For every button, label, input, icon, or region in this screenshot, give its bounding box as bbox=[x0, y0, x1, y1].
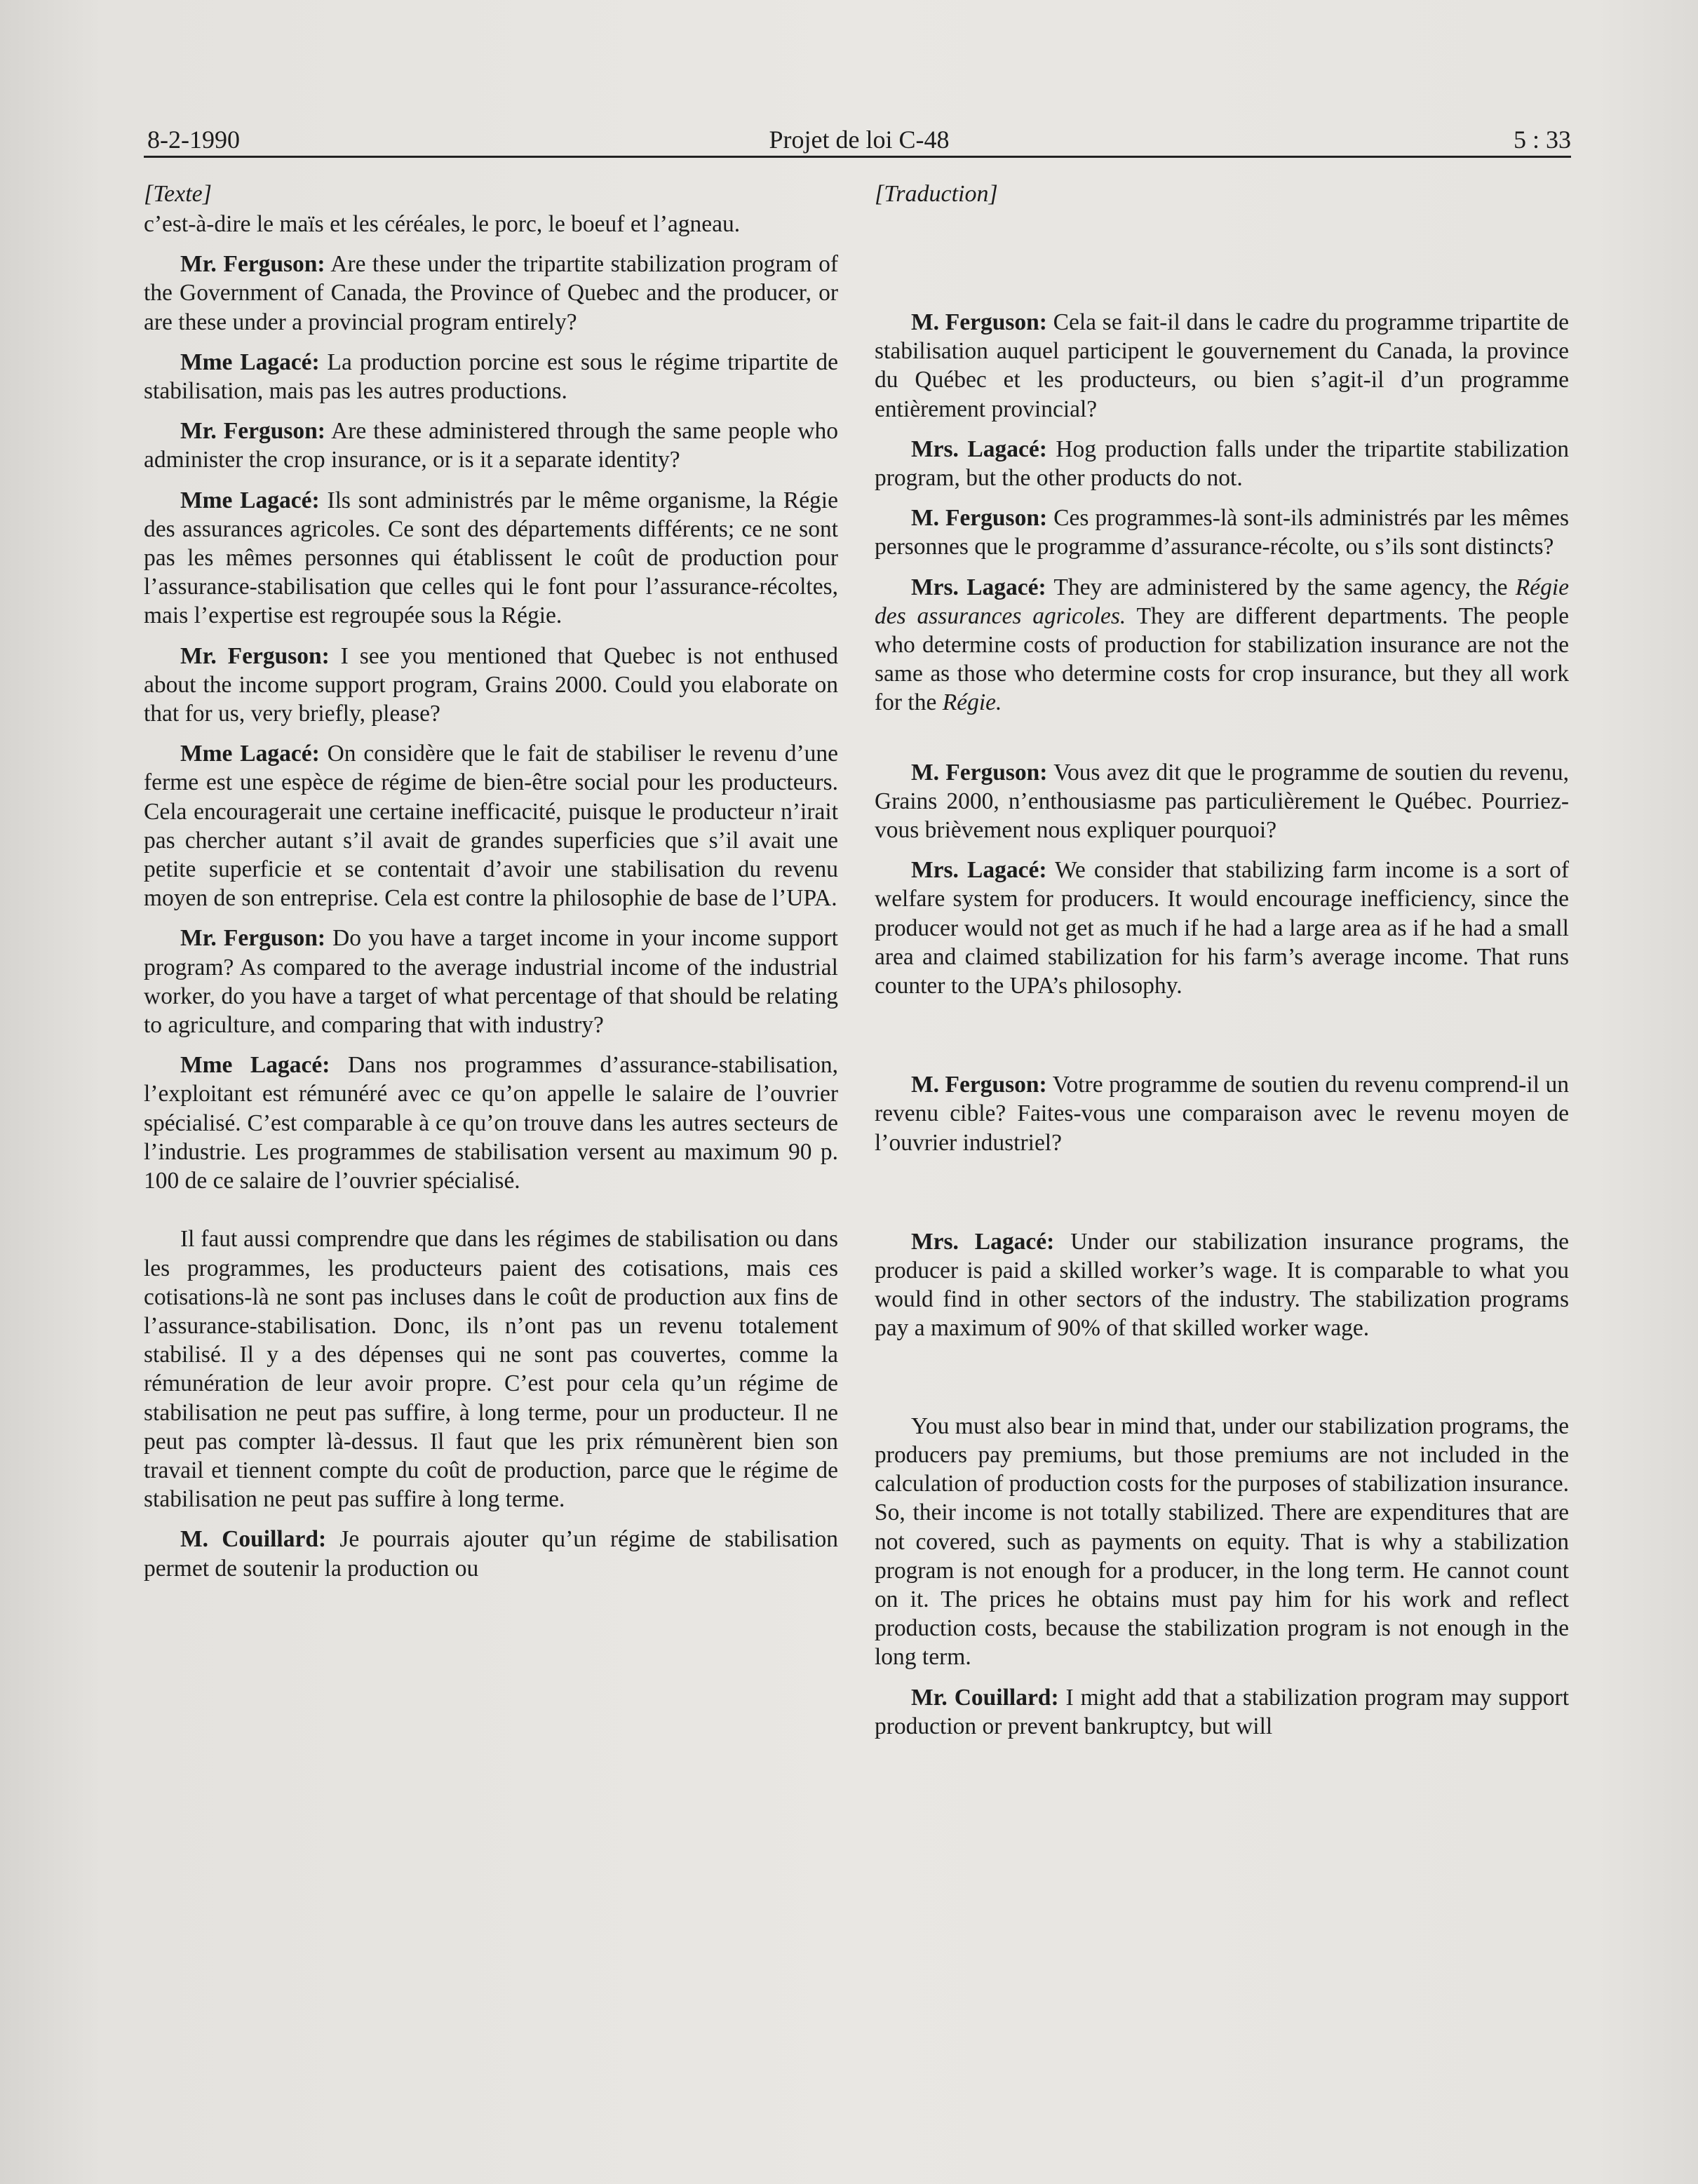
running-header bbox=[147, 119, 1571, 161]
header-date: 8-2-1990 bbox=[147, 126, 240, 154]
paragraph: Il faut aussi comprendre que dans les régimes de stabilisation ou dans les programmes, les producteurs paient des cotisations, mais ces cotisations-là ne sont pas incluses dans le coût de production aux fins de l’assurance-stabilisation. Donc, ils n’ont pas un revenu totalement stabilisé. Il y a des dépenses qui ne sont pas couvertes, comme la rémunération de leur avoir propre. C’est pour cela qu’un régime de stabilisation ne peut pas suffire, à long terme, pour un producteur. Il ne peut pas compter là-dessus. Il faut que les prix rémunèrent bien son travail et tiennent compte du coût de production, parce que le régime de stabilisation ne peut pas suffire à long terme. bbox=[144, 1226, 838, 1513]
speaker-name: Mr. Ferguson: bbox=[180, 418, 325, 445]
header-page-number: 5 : 33 bbox=[1513, 126, 1571, 154]
right-column-heading: [Traduction] bbox=[875, 181, 998, 207]
paragraph: Mme Lagacé: Dans nos programmes d’assurance-stabilisation, l’exploitant est rémunéré avec ce qu’on appelle le salaire de l’ouvrier spécialisé. C’est comparable à ce qu’on trouve dans les autres secteurs de l’industrie. Les programmes de stabilisation versent au maximum 90 p. 100 de ce salaire de l’ouvrier spécialisé. bbox=[144, 1052, 838, 1194]
paragraph: M. Ferguson: Cela se fait-il dans le cadre du programme tripartite de stabilisation auquel participent le gouvernement du Canada, la province du Québec et les producteurs, ou bien s’agit-il d’un programme entièrement provincial? bbox=[875, 309, 1570, 422]
speaker-name: Mrs. Lagacé: bbox=[911, 574, 1046, 600]
paragraph: Mr. Ferguson: Are these under the tripartite stabilization program of the Government of Canada, the Province of Quebec and the producer, or are these under a provincial program entirely? bbox=[144, 251, 838, 335]
header-rule bbox=[144, 156, 1571, 158]
paragraph: M. Ferguson: Ces programmes-là sont-ils administrés par les mêmes personnes que le programme d’assurance-récolte, ou s’ils sont distincts? bbox=[875, 505, 1569, 560]
paragraph: Mr. Ferguson: Are these administered through the same people who administer the crop insurance, or is it a separate identity? bbox=[144, 418, 838, 473]
speaker-name: M. Couillard: bbox=[180, 1526, 327, 1553]
header-title: Projet de loi C-48 bbox=[769, 126, 950, 154]
speaker-name: M. Ferguson: bbox=[911, 505, 1048, 532]
paragraph: You must also bear in mind that, under our stabilization programs, the producers pay premiums, but those premiums are not included in the calculation of production costs for the purposes of stabilization insurance. So, their income is not totally stabilized. There are expenditures that are not covered, such as payments on equity. That is why a stabilization program is not enough for a producer, in the long term. He cannot count on it. The prices he obtains must pay him for his work and reflect production costs, because the stabilization program is not enough in the long term. bbox=[875, 1413, 1569, 1671]
paragraph: Mme Lagacé: Ils sont administrés par le même organisme, la Régie des assurances agricoles. Ce sont des départements différents; ce ne sont pas les mêmes personnes qui établissent le coût de production pour l’assurance-stabilisation que celles qui le font pour l’assurance-récoltes, mais l’expertise est regroupée sous la Régie. bbox=[144, 487, 838, 629]
left-column bbox=[144, 179, 838, 1583]
speaker-name: Mme Lagacé: bbox=[180, 741, 320, 767]
speaker-name: Mr. Couillard: bbox=[911, 1684, 1059, 1711]
speaker-name: Mrs. Lagacé: bbox=[911, 1228, 1055, 1255]
paragraph: Mr. Ferguson: Do you have a target income in your income support program? As compared to the average industrial income of the industrial worker, do you have a target of what percentage of that should be relating to agriculture, and comparing that with industry? bbox=[144, 925, 838, 1039]
speaker-name: Mr. Ferguson: bbox=[180, 642, 330, 669]
paragraph: Mrs. Lagacé: Hog production falls under the tripartite stabilization program, but the other products do not. bbox=[875, 436, 1569, 492]
speaker-name: M. Ferguson: bbox=[911, 1072, 1047, 1098]
speaker-name: Mme Lagacé: bbox=[180, 1052, 330, 1079]
speaker-name: Mrs. Lagacé: bbox=[911, 857, 1047, 884]
paragraph: M. Ferguson: Vous avez dit que le programme de soutien du revenu, Grains 2000, n’enthousiasme pas particulièrement le Québec. Pourriez-vous brièvement nous expliquer pourquoi? bbox=[875, 759, 1569, 844]
speaker-name: Mr. Ferguson: bbox=[180, 925, 326, 952]
paragraph: Mr. Couillard: I might add that a stabilization program may support production or prevent bankruptcy, but will bbox=[875, 1684, 1569, 1739]
right-column bbox=[875, 179, 1569, 1741]
paragraph: Mrs. Lagacé: They are administered by the same agency, the Régie des assurances agricoles. They are different departments. The people who determine costs of production for stabilization insurance are not the same as those who determine costs for crop insurance, but they all work for the Régie. bbox=[875, 574, 1570, 716]
paragraph: M. Ferguson: Votre programme de soutien du revenu comprend-il un revenu cible? Faites-vous une comparaison avec le revenu moyen de l’ouvrier industriel? bbox=[875, 1072, 1569, 1156]
paragraph: Mrs. Lagacé: We consider that stabilizing farm income is a sort of welfare system for producers. It would encourage inefficiency, since the producer would not get as much if he had a large area as if he had a small area and claimed stabilization for his farm’s average income. That runs counter to the UPA’s philosophy. bbox=[875, 857, 1570, 999]
paragraph: M. Couillard: Je pourrais ajouter qu’un régime de stabilisation permet de soutenir la production ou bbox=[144, 1526, 838, 1582]
paragraph: Mme Lagacé: La production porcine est sous le régime tripartite de stabilisation, mais pas les autres productions. bbox=[144, 349, 838, 405]
paragraph: Mme Lagacé: On considère que le fait de stabiliser le revenu d’une ferme est une espèce de régime de bien-être social pour les producteurs. Cela encouragerait une certaine inefficacité, puisque le producteur n’irait pas chercher autant s’il avait de grandes superficies que s’il avait une petite superficie et se contentait d’avoir une stabilisation du revenu moyen de son entreprise. Cela est contre la philosophie de base de l’UPA. bbox=[144, 741, 838, 912]
left-column-heading: [Texte] bbox=[144, 181, 212, 207]
paragraph: Mrs. Lagacé: Under our stabilization insurance programs, the producer is paid a skilled worker’s wage. It is comparable to what you would find in other sectors of the industry. The stabilization programs pay a maximum of 90% of that skilled worker wage. bbox=[875, 1228, 1570, 1342]
speaker-name: Mr. Ferguson: bbox=[180, 251, 325, 278]
speaker-name: Mme Lagacé: bbox=[180, 349, 320, 375]
speaker-name: Mrs. Lagacé: bbox=[911, 436, 1047, 462]
paragraph: Mr. Ferguson: I see you mentioned that Quebec is not enthused about the income support program, Grains 2000. Could you elaborate on that for us, very briefly, please? bbox=[144, 642, 838, 727]
speaker-name: M. Ferguson: bbox=[911, 309, 1047, 335]
paragraph: c’est-à-dire le maïs et les céréales, le porc, le boeuf et l’agneau. bbox=[144, 211, 741, 237]
speaker-name: M. Ferguson: bbox=[911, 759, 1048, 786]
speaker-name: Mme Lagacé: bbox=[180, 487, 320, 513]
